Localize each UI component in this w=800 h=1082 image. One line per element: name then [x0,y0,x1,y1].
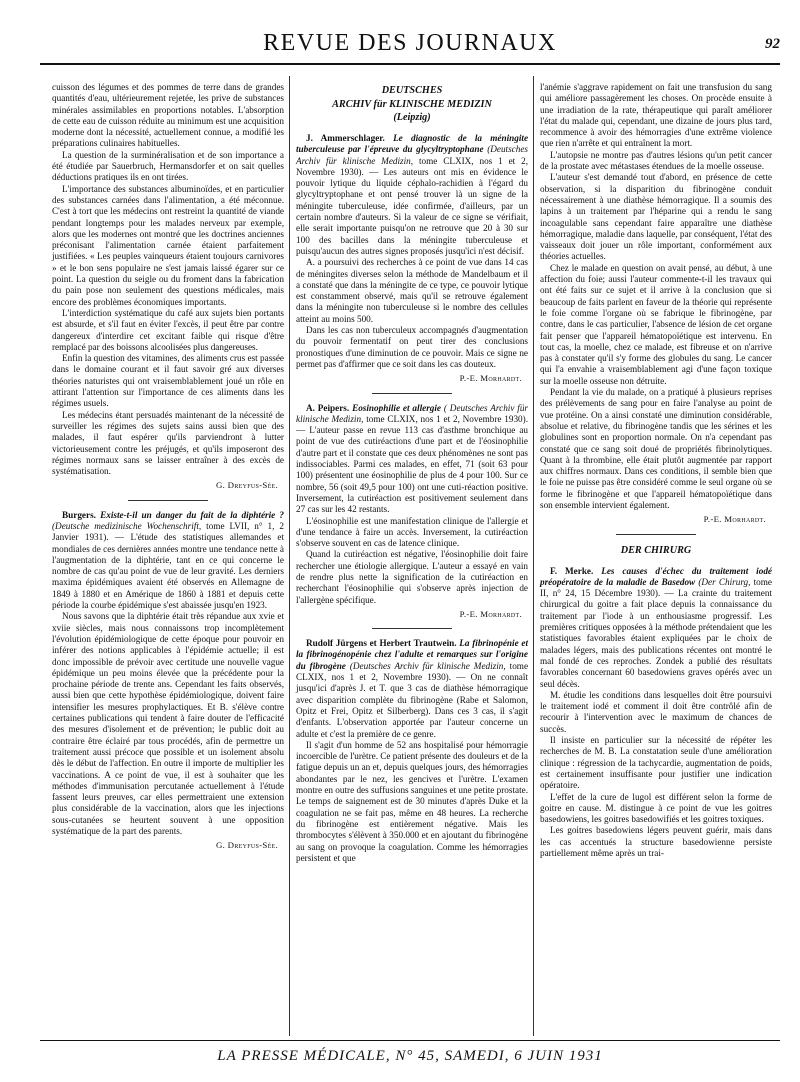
article-source: (Deutsches Archiv für klinische Medizin, [349,660,506,671]
author-signature: P.-E. Morhardt. [459,373,522,384]
article-separator [372,393,452,394]
article-text: tome CLXIX, nos 1 et 2, Novembre 1930). — L'auteur passe en revue 113 cas d'asthme bronchique au point de vue des cutiréactions d'une part et de l'éosinophilie d'autre part et il constate que ces deux phénomènes ne sont pas indissociables. Parmi ces malades, en effet, 71 (soit 63 pour 100) présentent une éosinophilie de plus de 4 pour 100. Sur ce nombre, 56 (soit 49,5 pour 100) ont une cuti-réaction positive. Inversement, la cutiréaction est positivement seulement dans 27 cas sur les 42 restants. [296,413,528,515]
article-title: Existe-t-il un danger du fait de la diphtérie ? [100,509,284,520]
article-title: La fibrinopénie et la fibrinogénopénie chez l'adulte et remarques sur l'origine du fibrogène [296,638,528,671]
article-author: J. Ammerschlager. [306,133,385,143]
article-text: tome II, n° 24, 15 Décembre 1930). — La crainte du traitement chirurgical du goitre a fait place depuis la connaissance du traitement par l'iode à un enthousiasme progressif. Les premières critiques opposées à la méthode prétendaient que les statistiques favorables étaient expliquées par le choix de malades légers, mais des publications récentes ont montré le mal fondé de ces reproches. Zondek a publié des résultats favorables concernant 60 basedowiens graves opérés avec un seul décès. [540,576,772,689]
paragraph: l'anémie s'aggrave rapidement on fait une transfusion du sang qui améliore passagèrement les choses. On procède ensuite à une irradiation de la rate, thérapeutique qui paraît améliorer l'état du malade qui, cependant, une dizaine de jours plus tard, recommence à avoir des hémorragies d'une extrême violence que rien n'arrête et qui entraînent la mort. [540,82,772,149]
page-footer: LA PRESSE MÉDICALE, N° 45, SAMEDI, 6 JUIN 1931 [217,1048,603,1064]
column-divider [533,76,534,1036]
column-middle [296,82,528,864]
article-abstract [296,403,528,516]
article-source: (Der Chirurg, [698,576,751,587]
page-number: 92 [765,36,780,52]
article-source: (Deutsche medizinische Wochenschrift, [52,520,202,531]
paragraph: Chez le malade en question on avait pensé, au début, à une affection du foie; aussi l'auteur commente-t-il les travaux qui ont été faits sur ce sujet et il arrive à la conclusion que si beaucoup de faits parlent en faveur de la théorie qui représente le foie comme l'organe où se fabrique le fibrinogène, par contre, dans le cas particulier, l'absence de lésion de cet organe fait penser que l'appareil hématopoïétique est intervenu. En tout cas, la moelle, chez ce malade, est fibreuse et on n'arrive pas à constater qu'il s'y forme des globules du sang. Le cancer qui l'a envahie a vraisemblablement agi d'une façon toxique sur la moelle osseuse non détruite. [540,262,772,386]
column-divider [289,76,290,1036]
article-text: tome LVII, n° 1, 2 Janvier 1931). — L'étude des statistiques allemandes et mondiales de ces dernières années montre une tendance nette à l'augmentation de la diphtérie, tant en ce qui concerne le nombre de cas qu'au point de vue de leur gravité. Les derniers maxima épidémiques avaient été observés en Allemagne de 1849 à 1880 et en Amérique de 1860 à 1881 et depuis cette période la courbe épidémique s'est abaissée jusqu'en 1923. [52,520,284,611]
journal-city: (Leipzig) [393,112,431,123]
paragraph: La question de la surminéralisation et de son importance a été étudiée par Sauerbruch, Hermansdorfer et on sait quelles déductions pratiques ils en ont tirées. [52,149,284,183]
article-author: F. Merke. [550,565,594,576]
author-signature: P.-E. Morhardt. [703,514,766,525]
paragraph: L'éosinophilie est une manifestation clinique de l'allergie et d'une tendance à faire un accès. Inversement, la cutiréaction s'observe souvent en cas de latence clinique. [296,515,528,549]
article-source: (Deutsches Archiv für klinische Medizin, [296,144,529,166]
article-author: Rudolf Jürgens et Herbert Trautwein. [306,638,457,649]
paragraph: Nous savons que la diphtérie était très répandue aux xvie et xviie siècles, mais nous connaissons trop incomplètement l'évolution épidémiologique de cette époque pour pouvoir en inférer des notions applicables à l'épidémie actuelle; il est donc impossible de prévoir avec certitude une nouvelle vague épidémique un peu moins élevée que la précédente pour la prochaine période de trente ans. Cependant les faits observés, aussi bien que cette hypothèse épidémiologique, doivent faire intensifier les mesures prophylactiques. Et B. s'élève contre certaines publications qui tendent à faire douter de l'efficacité des mesures d'isolement et de prévention; le public doit au contraire être éclairé par tous procédés, afin de permettre un traitement aussi précoce que possible et un isolement absolu dès le début de l'affection. En outre il importe de multiplier les vaccinations. A ce point de vue, il est à souhaiter que les méthodes d'immunisation percutanée actuellement à l'étude fassent leurs preuves, car elles permettraient une extension plus considérable de la vaccination, alors que les injections sous-cutanées se heurtent souvent à une opposition systématique de la part des parents. [52,611,284,836]
paragraph: A. a poursuivi des recherches à ce point de vue dans 14 cas de méningites diverses selon la méthode de Mandelbaum et il a constaté que dans la méningite de ce type, ce pouvoir lytique est constamment observé, mais qu'il se retrouve également dans la méningite non tuberculeuse si le nombre des cellules atteint au moins 500. [296,257,528,324]
article-title: Eosinophilie et allergie [352,402,441,413]
article-separator [128,500,208,501]
article-source: ( Deutsches Archiv für klinische Medizin, [296,402,529,424]
paragraph: L'effet de la cure de lugol est différent selon la forme de goitre en cause. M. distingue à ce point de vue les goitres basedowiens, les goitres basedowifiés et les goitres toxiques. [540,791,772,825]
column-right [540,82,772,859]
paragraph: Enfin la question des vitamines, des aliments crus est passée dans le domaine courant et il faut savoir gré aux diverses théories naturistes qui ont vraisemblablement joué un rôle en attirant l'attention sur l'importance de ces aliments dans les régimes usuels. [52,353,284,409]
paragraph: L'auteur s'est demandé tout d'abord, en présence de cette observation, si la disparition du fibrinogène conduit nécessairement à une diathèse hémorragique. Il a soumis des lapins à un traitement par l'héparine qui a rendu le sang incoagulable sans cependant faire apparaître une diathèse hémorragique, maladie dans laquelle, par conséquent, l'état des vaisseaux doit jouer un rôle important, conformément aux théories actuelles. [540,172,772,262]
article-text: tome CLXIX, nos 1 et 2, Novembre 1930). — Les auteurs ont mis en évidence le pouvoir lytique du liquide céphalo-rachidien à l'égard du glycyltryptophane et ont pensé trouver là un signe de la méningite tuberculeuse, idée confirmée, d'ailleurs, par un certain nombre d'auteurs. Si la valeur de ce signe se vérifiait, elle serait importante puisqu'on ne retrouve que 20 à 30 sur 100 des bacilles dans la méningite tuberculeuse et puisqu'aucun des autres signes proposés jusqu'ici n'est décisif. [296,155,529,256]
paragraph: Il insiste en particulier sur la nécessité de répéter les recherches de M. B. La constatation seule d'une amélioration clinique : régression de la tachycardie, augmentation de poids, est certainement insuffisante pour justifier une indication opératoire. [540,735,772,791]
header-rule [40,63,780,65]
article-title: Le diagnostic de la méningite tuberculeuse par l'épreuve du glycyltryptophane [296,133,529,155]
author-signature: G. Dreyfus-Sée. [216,480,278,491]
journal-name: ARCHIV für KLINISCHE MEDIZIN [332,99,492,110]
paragraph: L'autopsie ne montre pas d'autres lésions qu'un petit cancer de la prostate avec métastases étendues de la moelle osseuse. [540,149,772,172]
article-separator [616,534,696,535]
paragraph: Il s'agit d'un homme de 52 ans hospitalisé pour hémorragie incoercible de l'urètre. Ce patient présente des douleurs et de la fatigue depuis un an et, depuis quelques jours, des hémorragies abondantes par le nez, les gencives et l'urètre. L'examen montre en outre des suffusions sanguines et une petite prostate. Le temps de saignement est de 30 minutes d'après Duke et la coagulation ne se fait pas, même en 48 heures. La recherche du fibrinogène est entièrement négative. Mais les thrombocytes s'élèvent à 350.000 et en ajoutant du fibrinogène au sang on provoque la coagulation. Comme les hémorragies persistent et que [296,739,529,863]
paragraph: Pendant la vie du malade, on a pratiqué à plusieurs reprises des prélèvements de sang pour en faire l'analyse au point de vue protéine. On a ainsi constaté une diminution considérable, absolue et relative, du fibrinogène tandis que les sérines et les globulines sont en proportion normale. On n'a cependant pas constaté que ce sang soit doué de propriétés fibrinolytiques. Quant à la thrombine, elle était plutôt augmentée par rapport aux chiffres normaux. Dans ces conditions, il semble bien que le foie ne puisse pas être considéré comme le seul organe où se forme le fibrinogène et que l'appareil hématopoïétique dans son ensemble intervient également. [540,387,772,510]
article-text: tome CLXIX, nos 1 et 2, Novembre 1930). — On ne connaît jusqu'ici d'après J. et T. que 3 cas de diathèse hémorragique avec disparition complète du fibrinogène (Rabe et Salomon, Opitz et Frei, Opitz et Silberberg). Dans ces 3 cas, il s'agit d'enfants. L'observation apportée par l'auteur concerne un adulte et c'est la première de ce genre. [296,660,529,739]
article-author: A. Peipers. [306,402,350,413]
paragraph: M. étudie les conditions dans lesquelles doit être poursuivi le traitement iodé et comment il doit être contrôlé afin de recourir à l'intervention avec le maximum de chances de succès. [540,689,772,734]
author-signature: G. Dreyfus-Sée. [216,840,278,851]
article-abstract [296,638,528,740]
article-abstract [540,566,772,690]
journal-section-title: DER CHIRURG [620,544,692,556]
journal-section-title: DEUTSCHES [381,85,443,96]
page-header [40,26,780,60]
paragraph: Quand la cutiréaction est négative, l'éosinophilie doit faire rechercher une étiologie allergique. L'auteur a essayé en vain de rendre plus nette la signification de la cutiréaction en recherchant l'éosinophilie qui s'observe après injection de l'allergène spécifique. [296,549,528,605]
paragraph: cuisson des légumes et des pommes de terre dans de grandes quantités d'eau, ultérieurement rejetée, les prive de substances minérales assimilables en proportions notables. L'absorption de cette eau de cuisson réduite au minimum est une acquisition moderne dont la nécessité, actuellement connue, a modifié les préparations culinaires habituelles. [52,82,284,149]
paragraph: L'interdiction systématique du café aux sujets bien portants est absurde, et s'il faut en éviter l'excès, il peut être par contre dangereux d'interdire cet excitant faible qui risque d'être remplacé par des boissons alcoolisées plus dangereuses. [52,307,284,352]
author-signature: P.-E. Morhardt. [459,608,522,619]
column-left [52,82,284,854]
paragraph: Les goitres basedowiens légers peuvent guérir, mais dans les cas accentués la structure basedowienne persiste partiellement même après un trai- [540,825,772,858]
page-title: REVUE DES JOURNAUX [263,30,557,56]
journal-section-subtitle [296,98,528,124]
footer-rule [40,1040,780,1041]
paragraph: Les médecins étant persuadés maintenant de la nécessité de surveiller les régimes des sujets sains aussi bien que des malades, il faut espérer qu'ils parviendront à lutter victorieusement contre les préjugés, et qu'ils imposeront des régimes normaux sans se laisser entraîner à des excès de systématisation. [52,409,284,477]
article-author: Burgers. [62,509,96,520]
article-abstract [296,133,528,257]
article-abstract [52,510,284,612]
paragraph: L'importance des substances albuminoïdes, et en particulier des substances carnées dans l'alimentation, a été méconnue. C'est à tort que les médecins ont restreint la quantité de viande pendant longtemps pour les malades nerveux par exemple, alors que les modernes ont montré que les doctrines anciennes préconisant l'alimentation carnée étaient parfaitement justifiées. « Les peuples vainqueurs étaient toujours carnivores » et le bon sens populaire ne s'est jamais laissé égarer sur ce point. La question du seigle ou du froment dans la fabrication du pain pose non seulement des questions médicales, mais encore des problèmes économiques importants. [52,183,284,307]
article-separator [372,628,452,629]
paragraph: Dans les cas non tuberculeux accompagnés d'augmentation du pouvoir fermentatif on peut tirer des conclusions pronostiques d'une diminution de ce pouvoir. Mais ce signe ne permet pas d'affirmer que ce soit dans les cas douteux. [296,325,528,369]
article-title: Les causes d'échec du traitement iodé préopératoire de la maladie de Basedow [540,565,772,587]
